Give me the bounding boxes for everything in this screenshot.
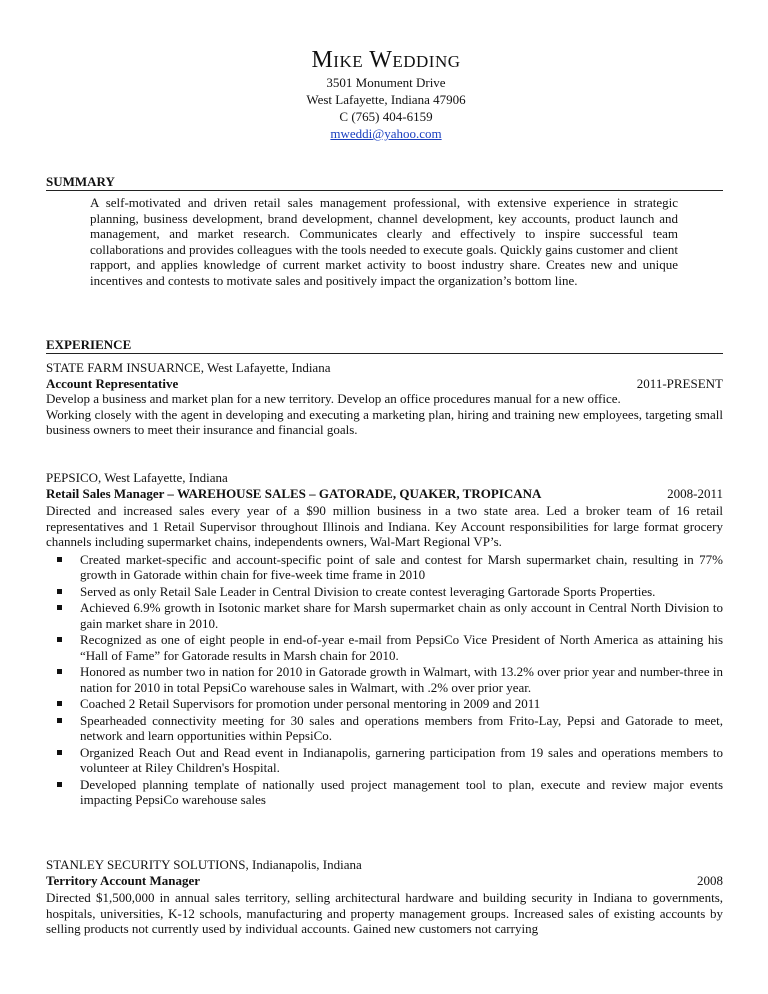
summary-heading: SUMMARY [46, 174, 723, 191]
summary-text: A self-motivated and driven retail sales management professional, with extensive experience in strategic planning, business development, brand development, channel development, key accounts, product launch and management, and market research. Communicates clearly and effectively to inspire successful team collaborations and provides colleagues with the tools needed to execute goals. Quickly gains customer and client rapport, and applies knowledge of current market activity to boost industry share. Creates new and unique incentives and contests to motivate sales and positively impact the organization’s bottom line. [90, 195, 678, 288]
job-title: Territory Account Manager [46, 872, 201, 888]
list-item: Recognized as one of eight people in end-of-year e-mail from PepsiCo Vice President of North America as attaining his “Hall of Fame” for Gatorade results in Marsh chain for 2010. [46, 632, 723, 663]
job-company: STANLEY SECURITY SOLUTIONS, Indianapolis, Indiana [46, 857, 362, 872]
candidate-name: Mike Wedding [311, 47, 461, 73]
job-dates: 2008-2011 [667, 485, 723, 501]
address-line-1: 3501 Monument Drive [326, 75, 446, 90]
job-title: Account Representative [46, 375, 179, 391]
list-item: Created market-specific and account-specific point of sale and contest for Marsh supermarket chain, resulting in 77% growth in Gatorade within chain for five-week time frame in 2010 [46, 552, 723, 583]
list-item: Served as only Retail Sale Leader in Central Division to create contest leveraging Gartorade Sports Properties. [46, 584, 723, 600]
list-item: Spearheaded connectivity meeting for 30 sales and operations members from Frito-Lay, Pepsi and Gatorade to meet, network and learn opportunities within PepsiCo. [46, 713, 723, 744]
job-description: Working closely with the agent in developing and executing a marketing plan, hiring and training new employees, targeting small business owners to meet their insurance and financial goals. [46, 406, 723, 437]
email-link[interactable]: mweddi@yahoo.com [330, 126, 442, 141]
experience-heading: EXPERIENCE [46, 337, 723, 354]
bullet-icon [57, 718, 62, 723]
job-pepsico [46, 470, 723, 809]
list-item: Developed planning template of nationally used project management tool to plan, execute and review major events impacting PepsiCo warehouse sales [46, 777, 723, 808]
bullet-icon [57, 669, 62, 674]
bullet-icon [57, 605, 62, 610]
bullet-icon [57, 750, 62, 755]
job-company: PEPSICO, West Lafayette, Indiana [46, 470, 228, 485]
job-title: Retail Sales Manager – WAREHOUSE SALES – GATORADE, QUAKER, TROPICANA [46, 485, 542, 501]
list-item: Honored as number two in nation for 2010 in Gatorade growth in Walmart, with 13.2% over prior year and number-three in nation for 2010 in total PepsiCo warehouse sales in Walmart, with .2% over prior year. [46, 664, 723, 695]
bullet-icon [57, 782, 62, 787]
achievement-list [46, 552, 723, 808]
job-dates: 2008 [697, 872, 723, 888]
job-company: STATE FARM INSUARNCE, West Lafayette, Indiana [46, 360, 331, 375]
list-item: Organized Reach Out and Read event in Indianapolis, garnering participation from 19 sales and operations members to volunteer at Riley Children's Hospital. [46, 745, 723, 776]
job-state-farm [46, 360, 723, 438]
bullet-icon [57, 701, 62, 706]
job-description: Develop a business and market plan for a new territory. Develop an office procedures manual for a new office. [46, 391, 621, 406]
list-item: Achieved 6.9% growth in Isotonic market share for Marsh supermarket chain as only account in Central North Division to gain market share in 2010. [46, 600, 723, 631]
list-item: Coached 2 Retail Supervisors for promotion under personal mentoring in 2009 and 2011 [46, 696, 723, 712]
resume-header [0, 46, 768, 142]
phone: C (765) 404-6159 [339, 109, 433, 124]
job-stanley [46, 857, 723, 937]
bullet-icon [57, 637, 62, 642]
bullet-icon [57, 557, 62, 562]
address-line-2: West Lafayette, Indiana 47906 [306, 92, 466, 107]
job-description: Directed and increased sales every year of a $90 million business in a two state area. Led a broker team of 16 retail representatives and 1 Retail Supervisor throughout Illinois and Indiana. Key Account responsibilities for large format grocery channels including supermarket chains, independents owners, Wal-Mart Regional VP’s. [46, 503, 723, 549]
job-description: Directed $1,500,000 in annual sales territory, selling architectural hardware and building security in Indiana to governments, hospitals, universities, K-12 schools, manufacturing and property management groups. Increased sales of existing accounts by selling products not currently used by individual accounts. Gained new customers not carrying [46, 890, 723, 936]
bullet-icon [57, 589, 62, 594]
job-dates: 2011-PRESENT [636, 375, 723, 391]
